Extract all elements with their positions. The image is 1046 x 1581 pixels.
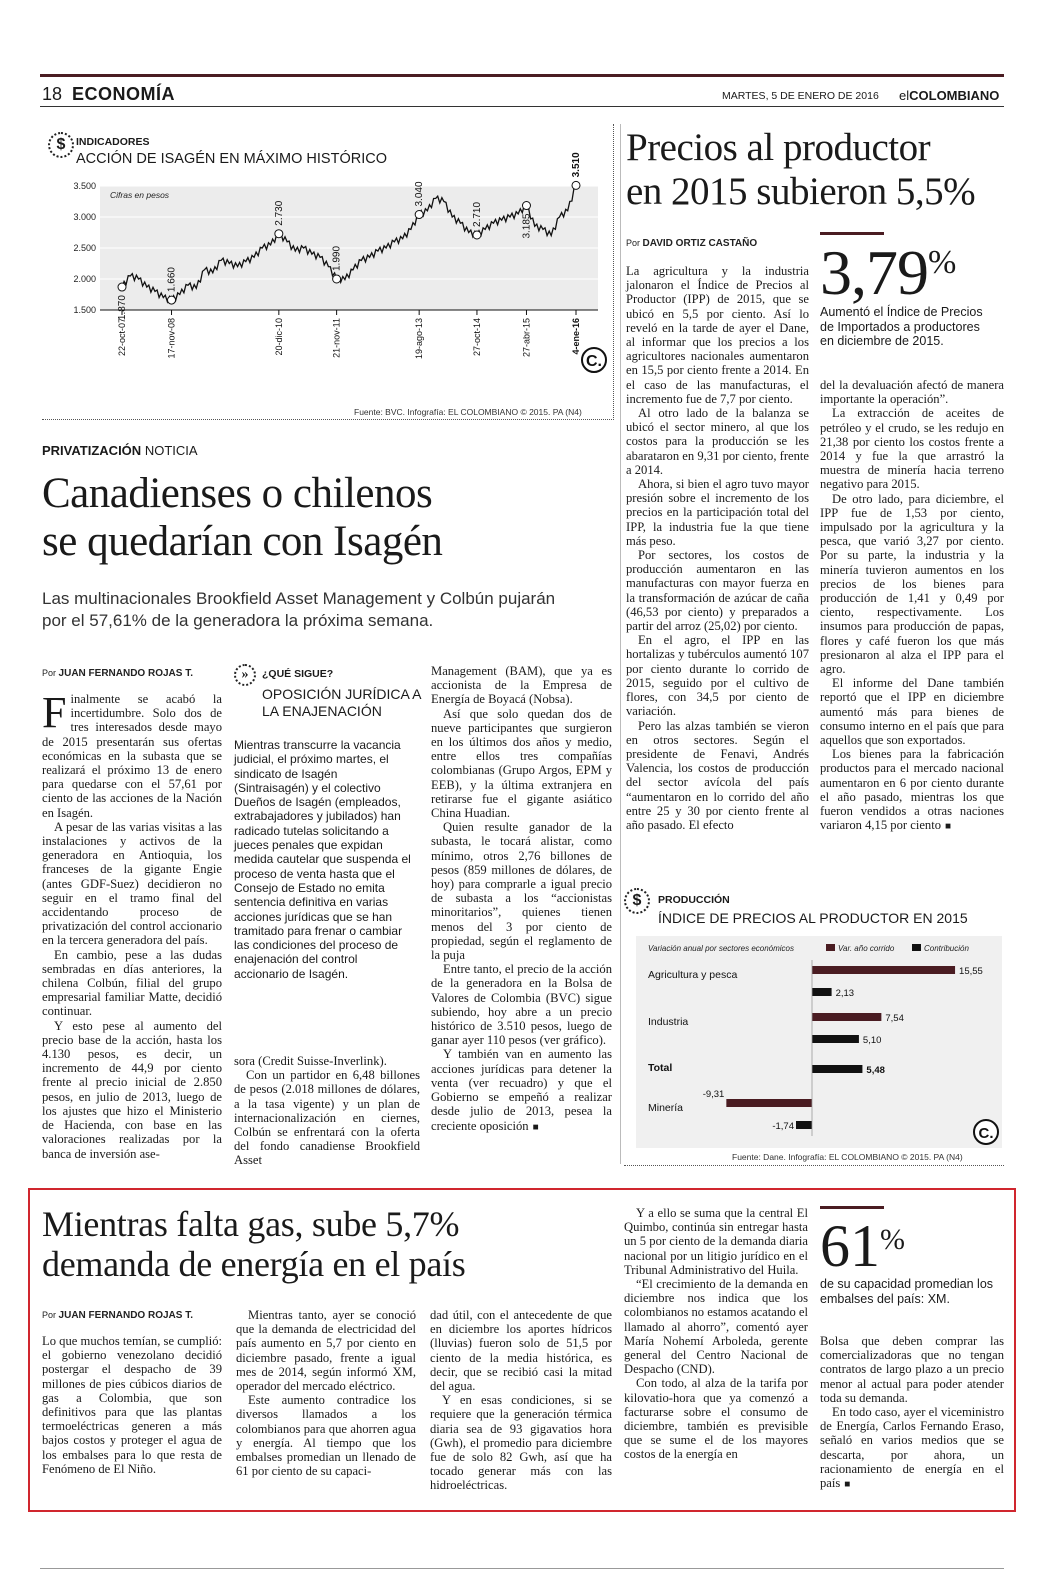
point-value-label: 1.990 (331, 245, 343, 271)
point-value-label-group (414, 181, 425, 206)
paragraph: Y a ello se suma que la central El Quimbo, continúa sin entregar hasta un 5 por ciento de la demanda diaria nacional por un litigio jurídico en el Tribunal Administrativo del Huila. (624, 1206, 808, 1277)
gas-col-2 (236, 1308, 416, 1478)
x-date-label: 22-oct-07 (117, 318, 127, 357)
stat-value: 3,79 (820, 237, 928, 308)
page-number: 18 (42, 84, 63, 104)
isagen-headline (42, 470, 612, 566)
el-colombiano-logo-icon (974, 1120, 998, 1144)
paragraph: De otro lado, para diciembre, el IPP fue de 1,53 por ciento, impulsado por la agricultura y la pesca, que varió 3,27 por ciento. Por su parte, la industria y la minería tuvieron aumentos en los precios de los bienes para producción de 1,41 y 0,49 por ciento, respectivamente. Los insumos para producción de papas, flores y café fueron los que más presionaron al alza el IPP para el agro. (820, 491, 1004, 677)
paragraph: Y en esas condiciones, si se requiere que la generación térmica diaria sea de 93 gigavatios hora (Gwh), el promedio para diciembre fue de solo 82 Gwh, así que ha tocado generar más con las hidroeléctricas. (430, 1393, 612, 1493)
y-tick-label: 1.500 (73, 305, 96, 315)
kicker-light: NOTICIA (144, 443, 198, 458)
headline-line-2: se quedarían con Isagén (42, 518, 443, 565)
highlight-point (118, 283, 126, 291)
stat-caption: Aumentó el Índice de Precios de Importados a productores en diciembre de 2015. (820, 305, 983, 348)
highlight-point (473, 231, 481, 239)
paragraph: Management (BAM), que ya es accionista de la Empresa de Energía de Boyacá (Nobsa). (431, 664, 612, 707)
x-date-label-group (167, 318, 177, 359)
paragraph: Y también van en aumento las acciones jurídicas para detener la venta (ver recuadro) y que el Gobierno se empeñó a realizar desde julio de 2013, pesea la creciente oposición ■ (431, 1047, 612, 1134)
isagen-col-2-cont (234, 1054, 420, 1168)
highlight-point (572, 181, 580, 189)
byline-prefix: Por (42, 1310, 57, 1320)
brand-name (899, 88, 999, 103)
stat-value: 61 (820, 1213, 880, 1279)
point-value-label-group (274, 200, 285, 225)
y-tick-label: 2.500 (73, 243, 96, 253)
headline-line-1: Precios al productor (626, 126, 931, 169)
paragraph: Por sectores, los costos de producción aumentaron en las manufacturas con mayor fuerza en la transformación de azúcar de caña (46,53 por ciento) y preparados a partir del arroz (25,02) por ciento. (626, 548, 809, 634)
paragraph-text: inalmente se acabó la incertidumbre. Solo dos de tres interesados desde mayo de 2015 presentarán sus ofertas económicas en la subasta que se realizará el próximo 13 de enero para quedarse con el 57,61 por ciento de las acciones de la Nación en Isagén. (42, 692, 222, 820)
paragraph: Este aumento contradice los diversos llamados a los colombianos para que ahorren agua y energía. Al tiempo que los embalses promedian un llenado de 61 por ciento de su capaci- (236, 1393, 416, 1479)
isagen-col-3 (431, 664, 612, 1135)
byline-name: JUAN FERNANDO ROJAS T. (58, 668, 193, 679)
point-value-label-group (472, 202, 483, 227)
el-colombiano-logo-icon (582, 348, 606, 372)
y-tick-label: 2.000 (73, 274, 96, 284)
byline-name: JUAN FERNANDO ROJAS T. (58, 1310, 193, 1321)
bar (812, 1013, 881, 1021)
legend-label: Var. año corrido (838, 944, 895, 953)
bar-value-label: 5,48 (866, 1065, 885, 1076)
ipp-col-1 (626, 264, 809, 832)
ipp-bar-chart (636, 936, 1002, 1148)
point-value-label: 2.730 (273, 200, 285, 226)
paragraph: Pero las alzas también se vieron en otros sectores. Según el presidente de Fenavi, Andrés Valencia, los costos de producción del sector avícola del país “aumentaron en lo corrido del año entre 25 y 30 por ciento frente al año pasado. El efecto (626, 718, 809, 832)
stock-chart-title: ACCIÓN DE ISAGÉN EN MÁXIMO HISTÓRICO (76, 151, 387, 167)
gas-headline (42, 1204, 622, 1284)
bar-value-label: 7,54 (885, 1013, 904, 1024)
y-axis-unit: Cifras en pesos (110, 190, 170, 200)
isagen-col-1 (42, 688, 222, 1161)
headline-line-2: en 2015 subieron 5,5% (626, 170, 976, 213)
y-tick-label: 3.500 (73, 181, 96, 191)
paragraph: Bolsa que deben comprar las comercializadoras que no tengan contratos de largo plazo a un precio menor al actual para poder atender toda su demanda. (820, 1334, 1004, 1405)
category-label: Agricultura y pesca (648, 969, 738, 981)
x-date-label: 27-abr-15 (521, 318, 532, 358)
paragraph: Entre tanto, el precio de la acción de la generadora en la Bolsa de Valores de Colombia (BVC) sigue subiendo, hoy abre a un precio histórico de 3.510 pesos, luego de ganar ayer 110 pesos (ver gráfico). (431, 962, 612, 1048)
category-label: Industria (648, 1016, 689, 1028)
paragraph: El informe del Dane también reportó que el IPP en diciembre aumentó más para bienes de consumo interno en el país que para aquellos que son exportados. (820, 676, 1004, 748)
production-kicker: PRODUCCIÓN (658, 894, 730, 906)
sidebar-title: OPOSICIÓN JURÍDICA A LA ENAJENACIÓN (262, 686, 421, 719)
bar (726, 1099, 812, 1107)
paragraph: Lo que muchos temían, se cumplió: el gobierno venezolano decidió postergar el despacho de 39 millones de pies cúbicos diarios de gas a Colombia, que son definitivos para que las plantas termoeléctricas generen a más bajos costos y proteger el agua de los embalses para lo que resta de Fenómeno de El Niño. (42, 1334, 222, 1476)
drop-cap: F (42, 688, 67, 737)
paragraph: del la devaluación afectó de manera importante la operación”. (820, 378, 1004, 407)
sidebar-box (234, 664, 420, 1044)
isagen-kicker (42, 443, 198, 458)
x-date-label-group (332, 318, 342, 358)
x-date-label: 17-nov-08 (166, 318, 177, 359)
ipp-col-2 (820, 378, 1004, 835)
isagen-byline (42, 668, 193, 679)
highlight-point (415, 211, 423, 219)
paragraph: sora (Credit Suisse-Inverlink). (234, 1054, 387, 1068)
stat-suffix: % (928, 244, 956, 281)
stat-caption: de su capacidad promedian los embalses del país: XM. (820, 1277, 994, 1306)
dollar-icon: $ (624, 888, 650, 914)
point-value-label: 3.185 (521, 213, 533, 239)
top-rule (40, 74, 1004, 77)
ipp-headline (626, 126, 1006, 214)
point-value-label-group (117, 295, 128, 320)
point-value-label: 3.510 (571, 152, 582, 178)
point-value-label-group (332, 246, 343, 271)
point-value-label-group (571, 152, 582, 177)
gas-col-5 (820, 1334, 1004, 1492)
logo-letter: C. (586, 353, 602, 370)
point-value-label: 2.710 (471, 201, 483, 227)
header-rule (40, 106, 1004, 107)
point-value-label: 1.660 (166, 267, 178, 293)
legend-label: Contribución (924, 944, 969, 953)
brand-prefix: el (899, 88, 910, 103)
stat-number (820, 1215, 1004, 1277)
headline-line-2: demanda de energía en el país (42, 1244, 466, 1284)
ipp-stat-box (820, 232, 1004, 362)
gas-col-3 (430, 1308, 612, 1493)
page-header (42, 82, 1004, 108)
highlight-point (333, 275, 341, 283)
kicker-bold: PRIVATIZACIÓN (42, 443, 142, 458)
gas-col-4 (624, 1206, 808, 1462)
highlight-point (168, 296, 176, 304)
point-value-label-group (521, 213, 532, 238)
bar-value-label: 2,13 (835, 988, 855, 999)
x-date-label: 21-nov-11 (331, 318, 342, 358)
stat-rule (820, 232, 884, 235)
stock-chart-kicker: INDICADORES (76, 136, 150, 148)
paragraph: dad útil, con el antecedente de que en diciembre los aportes hídricos (lluvias) fueron solo de 51,5 por ciento de la media histórica, es decir, que se recibió casi la mitad del agua. (430, 1308, 612, 1394)
x-date-label-group (117, 318, 127, 356)
brand-suffix: COLOMBIANO (909, 88, 1000, 103)
point-value-label: 3.040 (414, 181, 426, 207)
x-date-label: 20-dic-10 (273, 318, 284, 356)
gas-stat-box (820, 1206, 1004, 1316)
paragraph: Quien resulte ganador de la subasta, le tocará alistar, como mínimo, otros 2,76 billones de pesos (859 millones de dólares, de hoy) para comprarle a igual precio de subasta a los “accionistas minoritarios”, quienes tienen menos del 3 por ciento de propiedad, según el reglamento de la puja (431, 820, 612, 963)
highlight-point (522, 202, 530, 210)
x-date-label: 27-oct-14 (471, 318, 482, 357)
bar (812, 1065, 862, 1073)
y-tick-label: 3.000 (73, 212, 96, 222)
stat-suffix: % (880, 1223, 905, 1256)
paragraph: Los bienes para la fabricación productos para el mercado nacional aumentaron en 6 por ciento durante el año pasado, mientras los que fueron vendidos a otras naciones variaron 4,15 por ciento ■ (820, 747, 1004, 834)
isagen-deck: Las multinacionales Brookfield Asset Management y Colbún pujarán por el 57,61% de la generadora la próxima semana. (42, 589, 556, 630)
paragraph: A pesar de las varias visitas a las instalaciones y activos de la generadora en Antioquia, los franceses de la gigante Engie (antes GDF-Suez) decidieron no seguir en el tramo final del accidentando proceso de privatización del control accionario en la tercera generadora del país. (42, 819, 222, 948)
paragraph: La extracción de aceites de petróleo y el crudo, se les redujo en 21,38 por ciento los costos frente a 2014 y fue la que arrastró la muestra de minería hacia terreno negativo para 2015. (820, 406, 1004, 492)
sidebar-body: Mientras transcurre la vacancia judicial, el próximo martes, el sindicato de Isagén (Sintraisagén) y el colectivo Dueños de Isagén (empleados, extrabajadores y jubilados) han radicado tutelas solicitando a jueces penales que expidan medida cautelar que suspenda el proceso de venta hasta que el Consejo de Estado no emita sentencia definitiva en varias acciones jurídicas que se han tramitado para frenar o cambiar las condiciones del proceso de enajenación del control accionario de Isagén. (234, 738, 411, 981)
paragraph: Así que solo quedan dos de nueve participantes que surgieron en los últimos dos años y medio, entre ellos tres compañías colombianas (Grupo Argos, EPM y EEB), y la última extranjera en retirarse fue el gigante asiático China Huadian. (431, 706, 612, 821)
dollar-icon: $ (48, 132, 74, 158)
double-chevron-icon: » (234, 664, 256, 686)
bar-value-label: 15,55 (959, 966, 983, 977)
ipp-byline (626, 238, 757, 249)
paragraph: “El crecimiento de la demanda en diciembre nos indica que los colombianos no estamos acatando el llamado al ahorro”, comentó ayer María Nohemí Arboleda, gerente general del Centro Nacional de Despacho (CND). (624, 1277, 808, 1377)
stat-rule (820, 1206, 884, 1209)
category-label: Total (648, 1062, 673, 1074)
bar (812, 988, 832, 996)
issue-date: MARTES, 5 DE ENERO DE 2016 (722, 90, 879, 102)
paragraph: Con todo, al alza de la tarifa por kilovatio-hora que ya comenzó a facturarse sobre el consumo de diciembre, también es previsible que se sume el de los mayores costos de la energía en (624, 1376, 808, 1462)
bar (812, 966, 955, 974)
paragraph: En todo caso, ayer el viceministro de Energía, Carlos Fernando Eraso, señaló en varios medios que se descarta, por ahora, un racionamiento de energía en el país ■ (820, 1405, 1004, 1492)
x-date-label: 19-ago-13 (414, 318, 425, 360)
paragraph: La agricultura y la industria jalonaron el Índice de Precios al Productor (IPP) de 2015, que se ubicó en 5,5 por ciento. Así lo reveló en la tarde de ayer el Dane, al informar que los precios a los agricultores nacionales aumentaron en 15,5 por ciento frente a 2014. En el caso de las manufacturas, el incremento fue de 7,7 por ciento. (626, 264, 809, 406)
stat-number (820, 237, 1004, 308)
category-label: Minería (648, 1102, 684, 1114)
bar-value-label: 5,10 (862, 1035, 882, 1046)
production-chart-box (624, 884, 1004, 1166)
paragraph: Al otro lado de la balanza se ubicó el sector minero, al que los costos para la producción se les abarataron en 9,31 por ciento, frente a 2014. (626, 406, 809, 477)
section-name: ECONOMÍA (72, 84, 175, 104)
production-title: ÍNDICE DE PRECIOS AL PRODUCTOR EN 2015 (658, 910, 968, 926)
production-source: Fuente: Dane. Infografía: EL COLOMBIANO © 2015. PA (N4) (732, 1152, 963, 1162)
chart-subtitle: Variación anual por sectores económicos (648, 944, 795, 953)
legend-swatch (912, 944, 921, 951)
ipp-divider (620, 124, 621, 1164)
gas-byline (42, 1310, 193, 1321)
bottom-rule (40, 1568, 1004, 1569)
bar-value-label: -1,74 (772, 1121, 794, 1132)
paragraph: Con un partidor en 6,48 billones de pesos (2.018 millones de dólares, a la tasa vigente) y un plan de internacionalización en ciernes, Colbún se enfrentará con la oferta del fondo canadiense Brookfield Asset (234, 1068, 420, 1168)
paragraph: En cambio, pese a las dudas sembradas en días anteriores, la chilena Colbún, filial del grupo empresarial familiar Matte, decidió continuar. (42, 947, 222, 1019)
logo-letter: C. (978, 1125, 994, 1142)
x-date-label-group (571, 318, 581, 355)
legend-swatch (826, 944, 835, 951)
sidebar-kicker: ¿QUÉ SIGUE? (262, 668, 334, 680)
paragraph: Ahora, si bien el agro tuvo mayor presión sobre el incremento de los precios en la participación total del IPP, la industria fue la que tiene más peso. (626, 477, 809, 548)
x-date-label-group (274, 318, 284, 356)
bar (812, 1035, 859, 1043)
paragraph: Mientras tanto, ayer se conoció que la demanda de electricidad del país aumento en 5,7 por ciento en diciembre pasado, frente a igual mes de 2014, según informó XM, operador del mercado eléctrico. (236, 1308, 416, 1394)
point-value-label-group (167, 267, 178, 292)
paragraph: En el agro, el IPP en las hortalizas y tubérculos aumentó 107 por ciento durante lo corrido de 2015, seguido por el cultivo de flores, con 34,5 por ciento de variación. (626, 633, 809, 719)
headline-line-1: Canadienses o chilenos (42, 470, 433, 517)
point-value-label: 1.870 (117, 295, 128, 321)
paragraph (42, 688, 222, 820)
stock-chart-box (42, 124, 614, 420)
bar (796, 1121, 812, 1129)
stock-chart-source: Fuente: BVC. Infografía: EL COLOMBIANO © 2015. PA (N4) (354, 407, 582, 417)
byline-name: DAVID ORTIZ CASTAÑO (642, 238, 758, 249)
bar-value-label: -9,31 (702, 1089, 725, 1100)
gas-col-1 (42, 1334, 222, 1476)
x-date-label-group (414, 318, 424, 359)
x-date-label: 4-ene-16 (571, 318, 581, 355)
highlight-point (275, 230, 283, 238)
x-date-label-group (472, 318, 482, 356)
byline-prefix: Por (42, 668, 57, 678)
paragraph: Y esto pese al aumento del precio base de la acción, hasta los 4.130 pesos, es decir, un incremento de 44,9 por ciento frente al precio inicial de 2.850 pesos, en julio de 2013, luego de los ajustes que hizo el Ministerio de Hacienda, con base en las valoraciones realizadas por la banca de inversión ase- (42, 1018, 222, 1161)
byline-prefix: Por (626, 238, 641, 248)
x-date-label-group (521, 318, 531, 357)
headline-line-1: Mientras falta gas, sube 5,7% (42, 1204, 460, 1244)
